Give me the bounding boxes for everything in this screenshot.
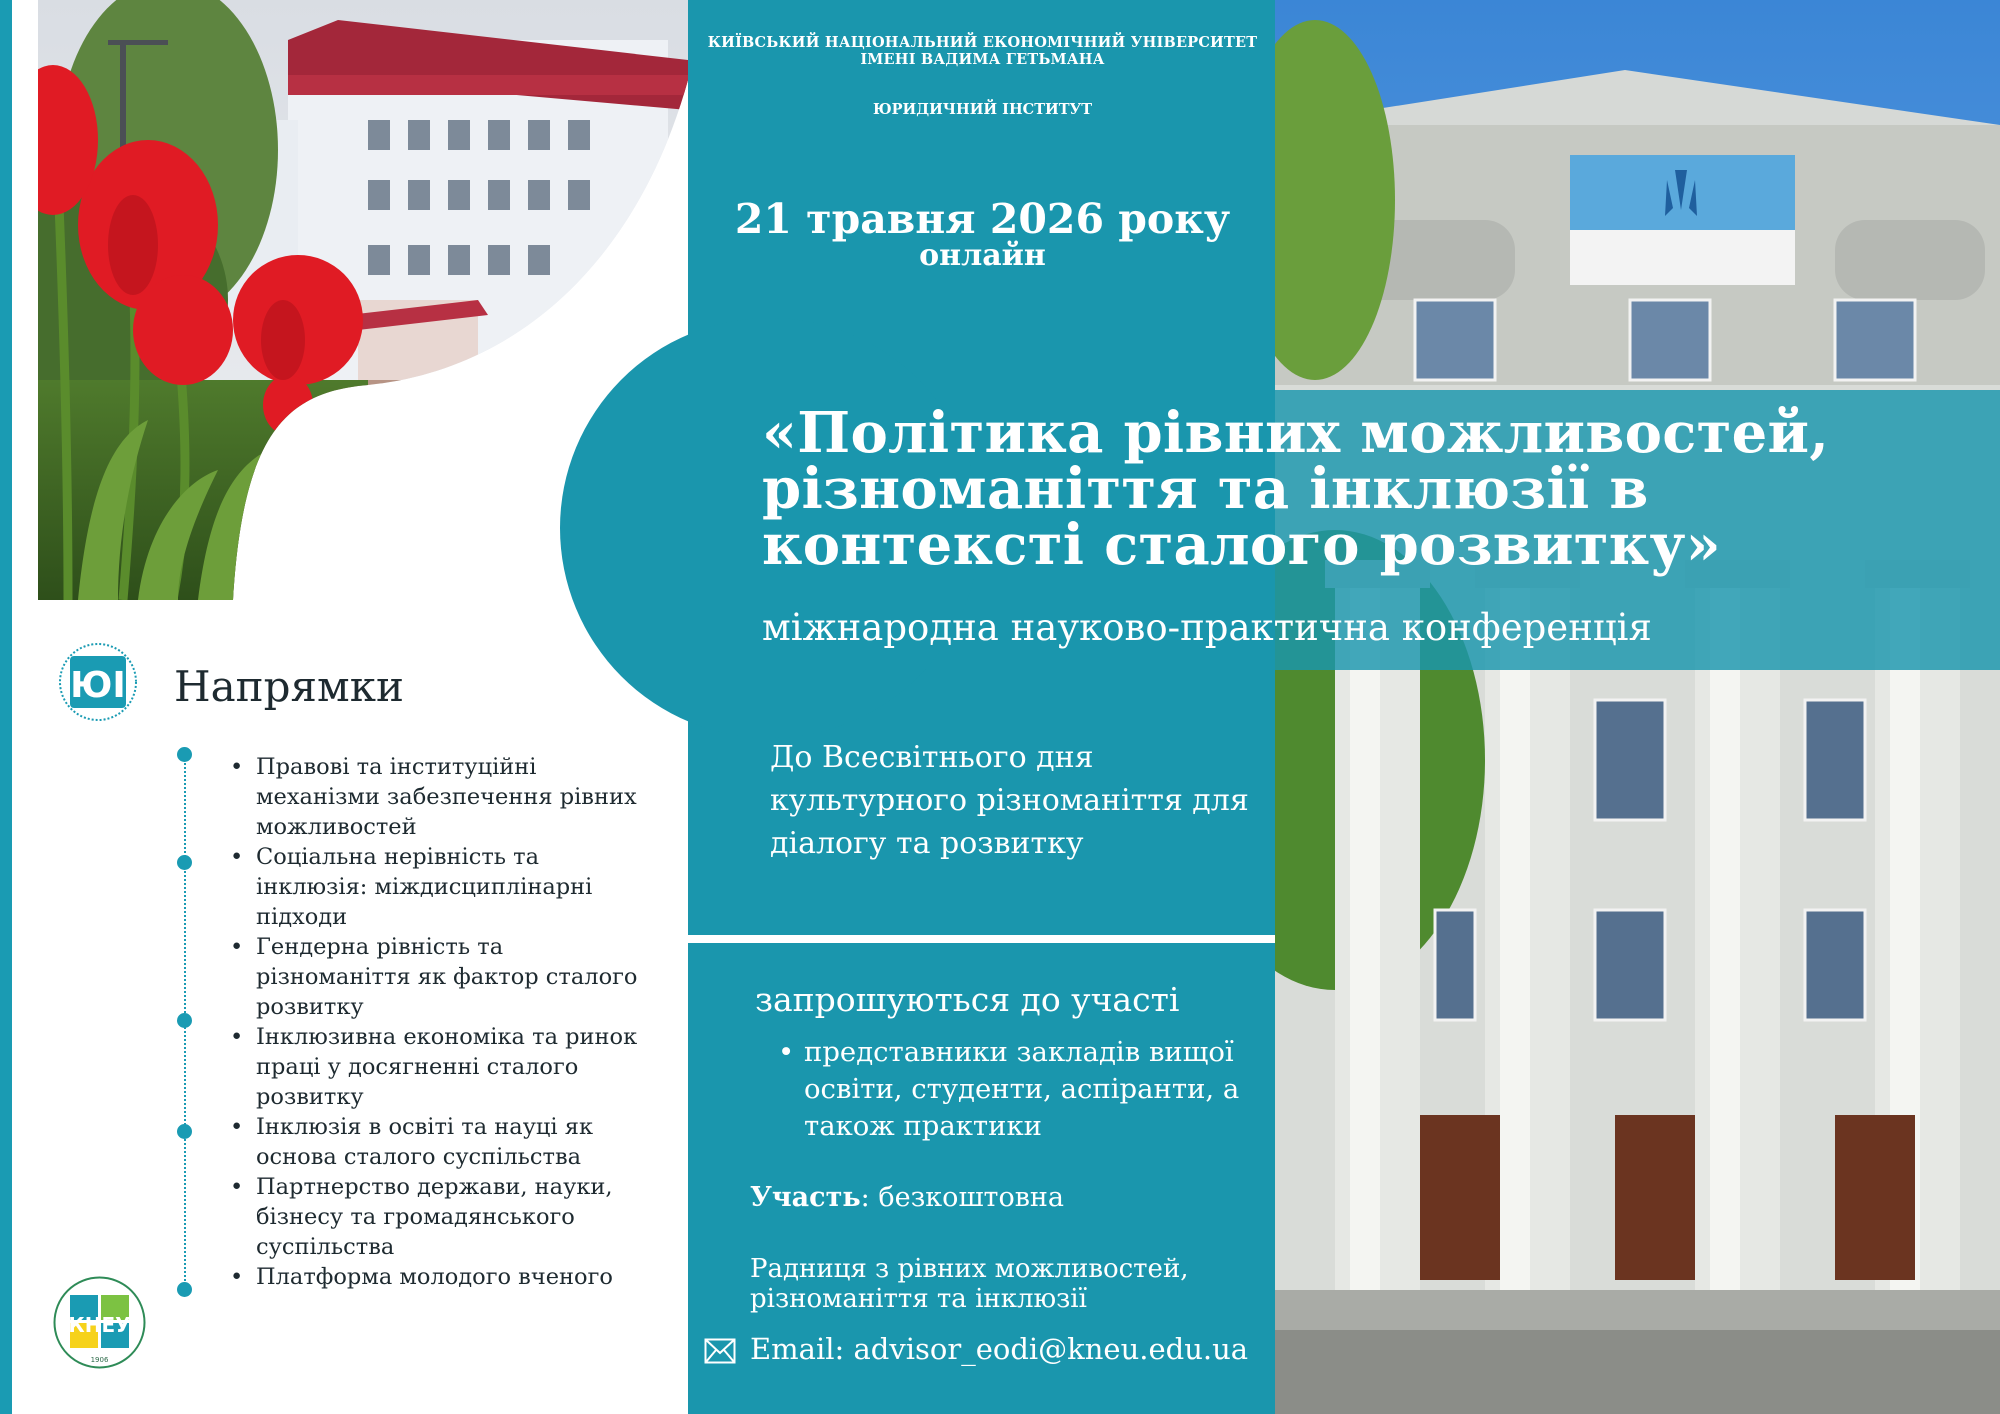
logo-year: 1906 xyxy=(90,1356,109,1364)
invitation-list xyxy=(770,1034,1250,1145)
directions-heading: Напрямки xyxy=(174,662,404,711)
institute-name: ЮРИДИЧНИЙ ІНСТИТУТ xyxy=(872,101,1093,118)
list-item: • Інклюзія в освіті та науці як основа сталого суспільства xyxy=(218,1112,638,1172)
list-item: • Соціальна нерівність та інклюзія: міждисциплінарні підходи xyxy=(218,842,638,932)
title-line: різноманіття та інклюзії в xyxy=(762,456,1649,522)
timeline-dot xyxy=(177,747,192,762)
list-item: • Правові та інституційні механізми забезпечення рівних можливостей xyxy=(218,752,638,842)
list-item: • Партнерство держави, науки, бізнесу та громадянського суспільства xyxy=(218,1172,638,1262)
title-line: контексті сталого розвитку» xyxy=(762,512,1721,578)
directions-list xyxy=(218,752,638,1292)
advisor-title: Радниця з рівних можливостей, різноманіття та інклюзії xyxy=(750,1254,1189,1314)
institute-logo xyxy=(58,642,138,722)
center-divider xyxy=(688,935,1275,943)
timeline-dot xyxy=(177,855,192,870)
occasion-text: До Всесвітнього дня культурного різноманіття для діалогу та розвитку xyxy=(770,740,1249,861)
university-name: КИЇВСЬКИЙ НАЦІОНАЛЬНИЙ ЕКОНОМІЧНИЙ УНІВЕРСИТЕТ ІМЕНІ ВАДИМА ГЕТЬМАНА xyxy=(707,34,1258,68)
mail-icon xyxy=(704,1338,736,1364)
participation-info xyxy=(750,1182,1064,1213)
event-format: онлайн xyxy=(919,238,1046,273)
logo-text: КНЕУ xyxy=(68,1313,131,1337)
contact-email[interactable]: Email: advisor_eodi@kneu.edu.ua xyxy=(750,1332,1249,1366)
left-accent-stripe xyxy=(0,0,12,1414)
list-item: • Гендерна рівність та різноманіття як фактор сталого розвитку xyxy=(218,932,638,1022)
event-date: 21 травня 2026 року xyxy=(734,195,1231,243)
timeline-dot xyxy=(177,1013,192,1028)
list-item: • Платформа молодого вченого xyxy=(218,1262,638,1292)
list-item: • представники закладів вищої освіти, студенти, аспіранти, а також практики xyxy=(770,1034,1250,1145)
kneu-logo xyxy=(52,1275,147,1370)
logo-text: ЮІ xyxy=(70,665,126,706)
timeline-dot xyxy=(177,1282,192,1297)
title-line: «Політика рівних можливостей, xyxy=(762,400,1830,466)
invitation-heading: запрошуються до участі xyxy=(755,980,1180,1019)
participation-label: Участь xyxy=(750,1182,861,1213)
university-building-photo xyxy=(1275,0,2000,1414)
list-item: • Інклюзивна економіка та ринок праці у досягненні сталого розвитку xyxy=(218,1022,638,1112)
participation-value: : безкоштовна xyxy=(860,1182,1065,1213)
timeline-dot xyxy=(177,1124,192,1139)
conference-subtitle: міжнародна науково-практична конференція xyxy=(762,606,1652,649)
conference-title xyxy=(762,400,1992,578)
